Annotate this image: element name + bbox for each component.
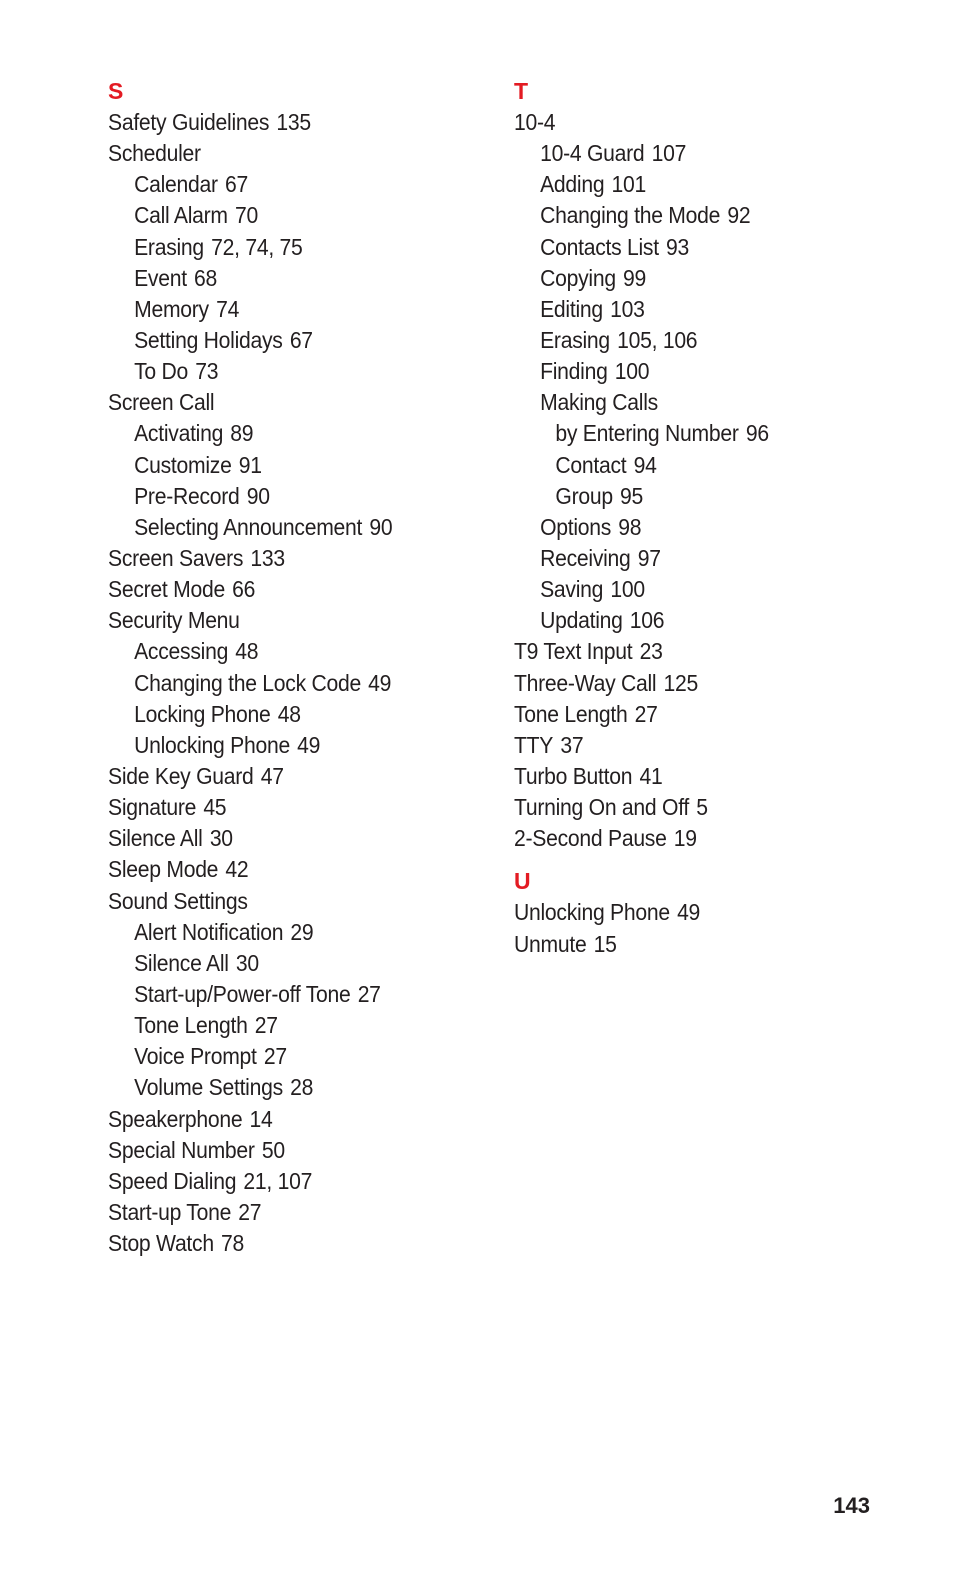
index-term: Unmute: [514, 930, 587, 957]
index-page-ref: 90: [369, 513, 393, 540]
index-page-ref: 101: [611, 171, 647, 198]
index-page-ref: 133: [250, 544, 285, 571]
index-entry: [108, 200, 459, 231]
index-term: Security Menu: [108, 607, 240, 634]
index-term: Saving: [540, 576, 604, 603]
index-term: Tone Length: [514, 700, 628, 727]
index-page-ref: 45: [203, 794, 227, 821]
index-entry: [108, 512, 459, 543]
page-number: 143: [833, 1493, 870, 1518]
index-entry: [514, 232, 874, 263]
index-page-ref: 95: [620, 482, 644, 509]
index-entry: [514, 699, 874, 730]
index-entry: [514, 169, 874, 200]
index-term: Contact: [555, 451, 627, 478]
index-page-ref: 14: [249, 1105, 273, 1132]
index-entry: [108, 232, 459, 263]
index-entry: [514, 668, 874, 699]
index-page-ref: 135: [276, 109, 311, 135]
index-term: Accessing: [134, 638, 229, 665]
index-entry: [514, 481, 874, 512]
index-entry: [514, 138, 874, 169]
index-entry: [514, 356, 874, 387]
index-page-ref: 97: [637, 544, 661, 571]
index-entry: [514, 294, 874, 325]
index-entry: [108, 325, 459, 356]
index-entry: [108, 1135, 459, 1166]
index-page-ref: 49: [368, 669, 392, 696]
index-page-ref: 49: [677, 899, 701, 926]
index-page-ref: 94: [633, 451, 657, 478]
index-entry: [514, 929, 874, 960]
index-term: Three-Way Call: [514, 669, 657, 696]
index-term: Making Calls: [540, 389, 658, 416]
index-entry: [514, 897, 874, 928]
index-term: Group: [555, 482, 613, 509]
index-entry: [108, 699, 459, 730]
index-term: Copying: [540, 264, 616, 291]
index-entry: [514, 605, 874, 636]
index-page-ref: 21, 107: [243, 1167, 313, 1194]
section-gap: [514, 854, 914, 866]
index-page-ref: 103: [610, 295, 645, 322]
index-page-ref: 5: [696, 794, 708, 821]
index-page-ref: 125: [663, 669, 699, 696]
index-entry: [514, 418, 874, 449]
index-entry: [108, 543, 459, 574]
index-term: Voice Prompt: [134, 1043, 257, 1070]
index-term: Event: [134, 264, 187, 291]
index-page-ref: 48: [235, 638, 259, 665]
index-term: T9 Text Input: [514, 638, 633, 665]
index-term: Start-up/Power-off Tone: [134, 980, 351, 1007]
index-term: Calendar: [134, 171, 218, 198]
index-entry: [108, 418, 459, 449]
index-term: Alert Notification: [134, 918, 284, 945]
index-column-left: [108, 76, 498, 1259]
index-page-ref: 73: [195, 358, 219, 385]
index-entry: [108, 1010, 459, 1041]
index-entry: [514, 107, 874, 138]
index-term: Stop Watch: [108, 1230, 214, 1257]
index-entry: [108, 356, 459, 387]
index-term: Editing: [540, 295, 603, 322]
index-term: Erasing: [540, 326, 610, 353]
index-page-ref: 100: [614, 358, 650, 385]
index-term: Scheduler: [108, 140, 201, 167]
index-page-ref: 96: [745, 420, 769, 447]
index-page-ref: 66: [232, 576, 256, 603]
index-entry: [108, 792, 459, 823]
index-term: Changing the Mode: [540, 202, 721, 229]
index-term: Speakerphone: [108, 1105, 243, 1132]
index-entry: [108, 263, 459, 294]
index-term: Finding: [540, 358, 608, 385]
index-entry: [108, 1104, 459, 1135]
index-entry: [514, 823, 874, 854]
index-page-ref: 42: [225, 856, 249, 883]
index-entry: [108, 138, 459, 169]
index-term: Adding: [540, 171, 605, 198]
index-term: Silence All: [108, 825, 203, 852]
index-entry: [108, 854, 459, 885]
index-term: Screen Savers: [108, 544, 244, 571]
index-page-ref: 68: [194, 264, 218, 291]
index-term: To Do: [134, 358, 189, 385]
index-page-ref: 27: [634, 700, 658, 727]
index-page-ref: 105, 106: [617, 326, 698, 353]
index-page-ref: 37: [560, 731, 584, 758]
index-term: Secret Mode: [108, 576, 225, 603]
index-term: Updating: [540, 607, 623, 634]
index-page-ref: 47: [260, 762, 284, 789]
index-page-ref: 91: [238, 451, 262, 478]
index-term: Safety Guidelines: [108, 109, 270, 135]
index-page-ref: 29: [290, 918, 314, 945]
index-entry: [514, 761, 874, 792]
index-page-ref: 107: [651, 140, 687, 167]
index-page-ref: 67: [224, 171, 248, 198]
index-entry: [108, 668, 459, 699]
index-page-ref: 27: [254, 1012, 278, 1039]
index-entry: [108, 1041, 459, 1072]
index-term: Start-up Tone: [108, 1198, 232, 1225]
index-entry: [108, 107, 459, 138]
index-entry: [514, 730, 874, 761]
index-term: Side Key Guard: [108, 762, 254, 789]
index-entry: [108, 917, 459, 948]
index-page-ref: 49: [297, 731, 321, 758]
index-term: TTY: [514, 731, 554, 758]
index-term: by Entering Number: [555, 420, 739, 447]
index-entry: [108, 636, 459, 667]
index-page-ref: 27: [357, 980, 381, 1007]
index-page-ref: 23: [639, 638, 663, 665]
index-term: Tone Length: [134, 1012, 248, 1039]
index-page-ref: 50: [261, 1136, 285, 1163]
index-term: 10-4: [514, 109, 556, 135]
index-term: 10-4 Guard: [540, 140, 645, 167]
index-page-ref: 92: [727, 202, 751, 229]
section-letter: T: [514, 78, 529, 104]
index-entry: [108, 1197, 459, 1228]
index-term: Volume Settings: [134, 1074, 283, 1101]
index-entry: [514, 574, 874, 605]
section-letter: S: [108, 78, 124, 104]
index-entry: [108, 169, 459, 200]
index-term: Memory: [134, 295, 209, 322]
index-term: Contacts List: [540, 233, 659, 260]
index-entry: [514, 792, 874, 823]
index-page-ref: 70: [234, 202, 258, 229]
index-page-ref: 100: [610, 576, 645, 603]
index-page-ref: 15: [593, 930, 617, 957]
index-page-ref: 19: [673, 825, 697, 852]
index-term: Call Alarm: [134, 202, 228, 229]
index-term: Options: [540, 513, 612, 540]
index-term: Receiving: [540, 544, 631, 571]
index-page-ref: 48: [277, 700, 301, 727]
index-entry: [108, 761, 459, 792]
index-term: Customize: [134, 451, 232, 478]
index-page-ref: 74: [216, 295, 240, 322]
index-term: Changing the Lock Code: [134, 669, 361, 696]
index-entry: [108, 979, 459, 1010]
index-entry: [108, 948, 459, 979]
index-page-ref: 106: [629, 607, 665, 634]
index-term: Pre-Record: [134, 482, 240, 509]
index-entry: [108, 886, 459, 917]
index-entry: [108, 481, 459, 512]
index-term: Sleep Mode: [108, 856, 219, 883]
index-term: 2-Second Pause: [514, 825, 667, 852]
index-entry: [514, 543, 874, 574]
index-page-ref: 93: [666, 233, 690, 260]
index-term: Speed Dialing: [108, 1167, 237, 1194]
index-term: Special Number: [108, 1136, 255, 1163]
index-term: Erasing: [134, 233, 204, 260]
index-entry: [108, 574, 459, 605]
index-page-ref: 78: [221, 1230, 245, 1257]
index-term: Signature: [108, 794, 197, 821]
index-page-ref: 28: [290, 1074, 314, 1101]
index-term: Selecting Announcement: [134, 513, 363, 540]
index-term: Setting Holidays: [134, 326, 283, 353]
index-term: Screen Call: [108, 389, 215, 416]
index-entry: [108, 823, 459, 854]
index-entry: [514, 387, 874, 418]
index-page-ref: 30: [235, 949, 259, 976]
index-page-ref: 89: [230, 420, 254, 447]
section-letter: U: [514, 868, 531, 895]
index-entry: [108, 1166, 459, 1197]
index-entry: [514, 636, 874, 667]
index-term: Turning On and Off: [514, 794, 690, 821]
index-page-ref: 27: [263, 1043, 287, 1070]
index-page-ref: 27: [238, 1198, 262, 1225]
index-term: Unlocking Phone: [134, 731, 290, 758]
index-entry: [108, 1228, 459, 1259]
index-term: Turbo Button: [514, 762, 633, 789]
index-page-ref: 67: [289, 326, 313, 353]
index-entry: [514, 512, 874, 543]
index-page-ref: 99: [623, 264, 647, 291]
index-term: Sound Settings: [108, 887, 248, 914]
index-page-ref: 98: [618, 513, 642, 540]
index-entry: [514, 325, 874, 356]
index-page-ref: 72, 74, 75: [211, 233, 303, 260]
index-entry: [108, 294, 459, 325]
index-entry: [108, 605, 459, 636]
index-page-ref: 30: [209, 825, 233, 852]
index-entry: [514, 200, 874, 231]
index-term: Silence All: [134, 949, 229, 976]
index-page-ref: 90: [246, 482, 270, 509]
index-entry: [108, 730, 459, 761]
index-term: Locking Phone: [134, 700, 271, 727]
index-entry: [108, 1072, 459, 1103]
index-column-right: [514, 76, 914, 960]
index-entry: [514, 263, 874, 294]
index-term: Activating: [134, 420, 224, 447]
index-entry: [514, 450, 874, 481]
index-page-ref: 41: [639, 762, 663, 789]
index-entry: [108, 450, 459, 481]
index-entry: [108, 387, 459, 418]
index-term: Unlocking Phone: [514, 899, 670, 926]
